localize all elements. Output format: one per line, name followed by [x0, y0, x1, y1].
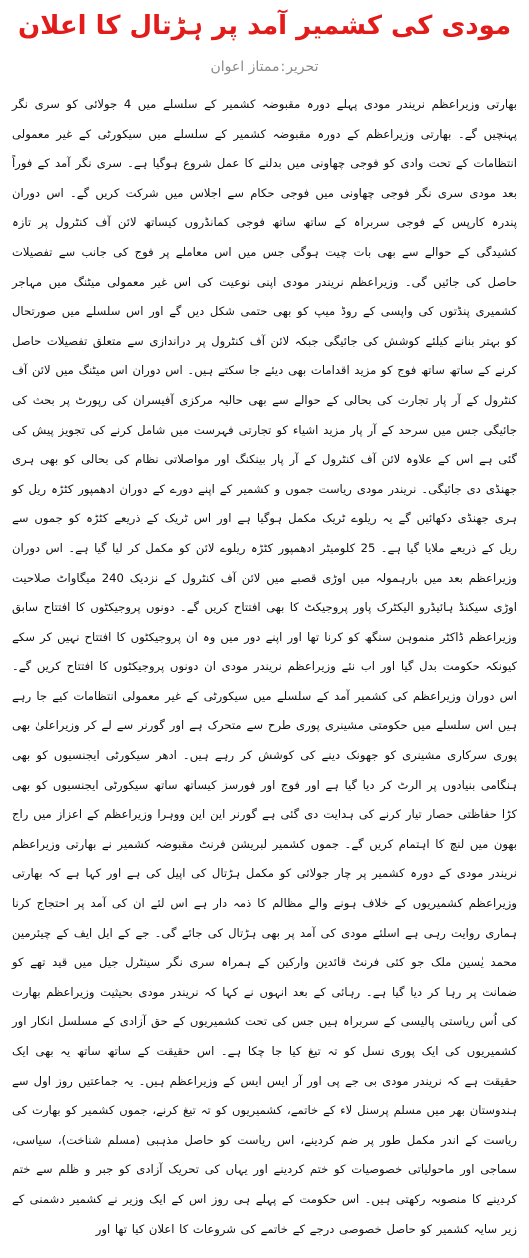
byline-author: ممتاز اعوان [210, 59, 280, 75]
byline-separator: : [280, 59, 286, 75]
article-body: بھارتی وزیراعظم نریندر مودی پہلے دورہ مقبوضہ کشمیر کے سلسلے میں 4 جولائی کو سری نگر پہنچیں گے۔ بھارتی وزیراعظم کے دورہ مقبوضہ کشمیر کے سلسلے میں سیکورٹی کے غیر معمولی انتظامات کے تحت وادی کو فوجی چھاونی میں بدلنے کا عمل شروع ہوگیا ہے۔ سری نگر آمد کے فوراً بعد مودی سری نگر فوجی چھاونی میں فوجی حکام سے اجلاس میں شرکت کریں گے۔ اس دوران پندرہ کارپس کے فوجی سربراہ کے ساتھ ساتھ فوجی کمانڈروں کیساتھ لائن آف کنٹرول پر تازہ کشیدگی کے حوالے سے بھی بات چیت ہوگی جس میں اس معاملے پر فوج کی جانب سے تفصیلات حاصل کی جائیں گی۔ وزیراعظم نریندر مودی اپنی نوعیت کی اس غیر معمولی میٹنگ میں مہاجر کشمیری پنڈتوں کی واپسی کے روڈ میپ کو بھی حتمی شکل دیں گے اور اس سلسلے میں صورتحال کو بہتر بنانے کیلئے کوشش کی جائیگی جبکہ لائن آف کنٹرول پر دراندازی سے متعلق تفصیلات حاصل کرنے کے ساتھ ساتھ فوج کو مزید اقدامات بھی دیئے جا سکتے ہیں۔ اس دوران اس میٹنگ میں لائن آف کنٹرول کے آر پار تجارت کی بحالی کے حوالے سے بھی حالیہ مرکزی آفیسران کی رپورٹ پر بحث کی جائیگی جس میں سرحد کے آر پار مزید اشیاء کو تجارتی فہرست میں شامل کرنے کی تجویز پیش کی گئی ہے اس کے علاوہ لائن آف کنٹرول کے آر پار بینکنگ اور مواصلاتی نظام کی بحالی کو بھی ہری جھنڈی دی جائیگی۔ نریندر مودی ریاست جموں و کشمیر کے اپنے دورے کے دوران ادھمپور کٹڑہ ریل کو ہری جھنڈی دکھائیں گے یہ ریلوے ٹریک مکمل ہوگیا ہے اور اس ٹریک کے ذریعے کٹڑہ کو جموں سے ریل کے ذریعے ملایا گیا ہے۔ 25 کلومیٹر ادھمپور کٹڑہ ریلوے لائن کو مکمل کر لیا گیا ہے۔ اس دوران وزیراعظم بعد میں بارہمولہ میں اوڑی قصبے میں لائن آف کنٹرول کے نزدیک 240 میگاواٹ صلاحیت اوڑی سیکنڈ ہائیڈرو الیکٹرک پاور پروجیکٹ کا بھی افتتاح کریں گے۔ دونوں پروجیکٹوں کا افتتاح سابق وزیراعظم ڈاکٹر منموہن سنگھ کو کرنا تھا اور اپنے دور میں وہ ان پروجیکٹوں کا افتتاح نہیں کر سکے کیونکہ حکومت بدل گیا اور اب نئے وزیراعظم نریندر مودی ان دونوں پروجیکٹوں کا افتتاح کریں گے۔ اس دوران وزیراعظم کی کشمیر آمد کے سلسلے میں سیکورٹی کے غیر معمولی انتظامات کیے جا رہے ہیں اس سلسلے میں حکومتی مشینری پوری طرح سے متحرک ہے اور گورنر سے لے کر وزیراعلیٰ بھی پوری سرکاری مشینری کو جھونک دینے کی کوشش کر رہے ہیں۔ ادھر سیکورٹی ایجنسیوں کو بھی ہنگامی بنیادوں پر الرٹ کر دیا گیا ہے اور فوج اور فورسز کیساتھ ساتھ سیکورٹی ایجنسیوں کو بھی کڑا حفاظتی حصار تیار کرنے کی ہدایت دی گئی ہے گورنر این این ووہرا وزیراعظم کے اعزاز میں راج بھون میں لنچ کا اہتمام کریں گے۔ جموں کشمیر لبریشن فرنٹ مقبوضہ کشمیر نے بھارتی وزیراعظم نریندر مودی کے دورہ کشمیر پر چار جولائی کو مکمل ہڑتال کی اپیل کی ہے اور کہا ہے کہ بھارتی وزیراعظم کشمیریوں کے خلاف ہونے والے مظالم کا ذمہ دار ہے اس لئے ان کی آمد پر احتجاج کرنا ہماری روایت رہی ہے اسلئے مودی کی آمد پر بھی ہڑتال کی جائے گی۔ جے کے ایل ایف کے چیئرمین محمد یٰسین ملک جو کئی فرنٹ قائدین وارکین کے ہمراہ سری نگر سینٹرل جیل میں قید تھے کو ضمانت پر رہا کر دیا گیا ہے۔ رہائی کے بعد انہوں نے کہا کہ نریندر مودی بحیثیت وزیراعظم بھارت کی اُس ریاستی پالیسی کے سربراہ ہیں جس کی تحت کشمیریوں کے حق آزادی کے مسلسل انکار اور کشمیریوں کی ایک پوری نسل کو تہ تیغ کیا جا چکا ہے۔ اس حقیقت کے ساتھ ساتھ یہ بھی ایک حقیقت ہے کہ نریندر مودی بی جے پی اور آر ایس ایس کے وزیراعظم ہیں۔ یہ جماعتیں روز اول سے ہندوستان بھر میں مسلم پرسنل لاء کے خاتمے، کشمیریوں کو تہ تیغ کرنے، جموں کشمیر کو بھارت کی ریاست کے اندر مکمل طور پر ضم کردینے، اس ریاست کو حاصل مذہبی (مسلم شناخت)، سیاسی، سماجی اور ماحولیاتی خصوصیات کو ختم کردینے اور یہاں کی تحریک آزادی کو جبر و ظلم سے ختم کردینے کا منصوبہ رکھتی ہیں۔ اس حکومت کے پہلے ہی روز اس کے ایک وزیر نے کشمیر دشمنی کے زیر سایہ کشمیر کو حاصل خصوصی درجے کے خاتمے کی شروعات کا اعلان کیا تھا اور [12, 97, 517, 1236]
article-headline: مودی کی کشمیر آمد پر ہڑتال کا اعلان [17, 11, 512, 41]
byline-label: تحریر [286, 59, 319, 75]
article-byline [12, 56, 517, 78]
